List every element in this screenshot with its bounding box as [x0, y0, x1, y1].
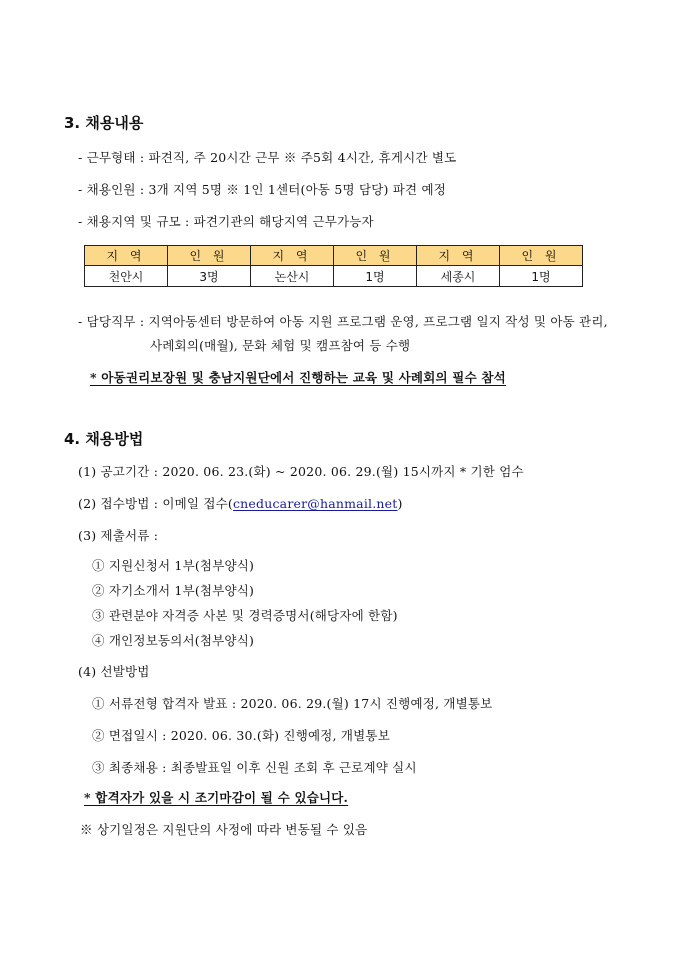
- selection-title: (4) 선발방법: [78, 664, 150, 679]
- document-item: ② 자기소개서 1부(첨부양식): [92, 583, 255, 598]
- region-line: - 채용지역 및 규모 : 파견기관의 해당지역 근무가능자: [78, 214, 374, 229]
- table-header-row: [85, 246, 583, 266]
- headcount-line: - 채용인원 : 3개 지역 5명 ※ 1인 1센터(아동 5명 담당) 파견 예정: [78, 182, 447, 197]
- employment-type-line: - 근무형태 : 파견직, 주 20시간 근무 ※ 주5회 4시간, 휴게시간 별도: [78, 150, 457, 165]
- email-link[interactable]: cneducarer@hanmail.net: [232, 496, 398, 511]
- duty-line-continued: 사례회의(매월), 문화 체험 및 캠프참여 등 수행: [150, 338, 411, 353]
- table-cell: 논산시: [251, 266, 334, 287]
- posting-period-line: (1) 공고기간 : 2020. 06. 23.(화) ~ 2020. 06. 29.(월) 15시까지 * 기한 엄수: [78, 464, 524, 479]
- table-header-cell: 지 역: [417, 246, 500, 266]
- document-item: ③ 관련분야 자격증 사본 및 경력증명서(해당자에 한함): [92, 608, 398, 623]
- table-header-cell: 지 역: [251, 246, 334, 266]
- section-3-title: 3. 채용내용: [64, 114, 144, 132]
- duty-line: - 담당직무 : 지역아동센터 방문하여 아동 지원 프로그램 운영, 프로그램 일지 작성 및 아동 관리,: [78, 314, 608, 329]
- document-item: ④ 개인정보동의서(첨부양식): [92, 633, 255, 648]
- table-header-cell: 인 원: [168, 246, 251, 266]
- selection-item: ③ 최종채용 : 최종발표일 이후 신원 조회 후 근로계약 실시: [92, 760, 417, 775]
- table-cell: 세종시: [417, 266, 500, 287]
- selection-item: ② 면접일시 : 2020. 06. 30.(화) 진행예정, 개별통보: [92, 728, 390, 743]
- table-cell: 1명: [500, 266, 583, 287]
- table-cell: 천안시: [85, 266, 168, 287]
- table-header-cell: 인 원: [500, 246, 583, 266]
- table-row: [85, 266, 583, 287]
- documents-title: (3) 제출서류 :: [78, 528, 159, 543]
- document-item: ① 지원신청서 1부(첨부양식): [92, 558, 255, 573]
- application-method-close: ): [397, 496, 403, 511]
- selection-item: ① 서류전형 합격자 발표 : 2020. 06. 29.(월) 17시 진행예정, 개별통보: [92, 696, 493, 711]
- table-cell: 3명: [168, 266, 251, 287]
- mandatory-attendance-note: * 아동권리보장원 및 충남지원단에서 진행하는 교육 및 사례회의 필수 참석: [90, 370, 506, 385]
- section-4-title: 4. 채용방법: [64, 430, 144, 448]
- table-header-cell: 인 원: [334, 246, 417, 266]
- application-method-line: [78, 494, 403, 512]
- table-header-cell: 지 역: [85, 246, 168, 266]
- application-method-label: (2) 접수방법 : 이메일 접수(: [78, 496, 233, 511]
- schedule-change-footnote: ※ 상기일정은 지원단의 사정에 따라 변동될 수 있음: [80, 822, 368, 837]
- early-close-note: * 합격자가 있을 시 조기마감이 될 수 있습니다.: [84, 790, 349, 805]
- recruitment-table: [84, 245, 583, 287]
- table-cell: 1명: [334, 266, 417, 287]
